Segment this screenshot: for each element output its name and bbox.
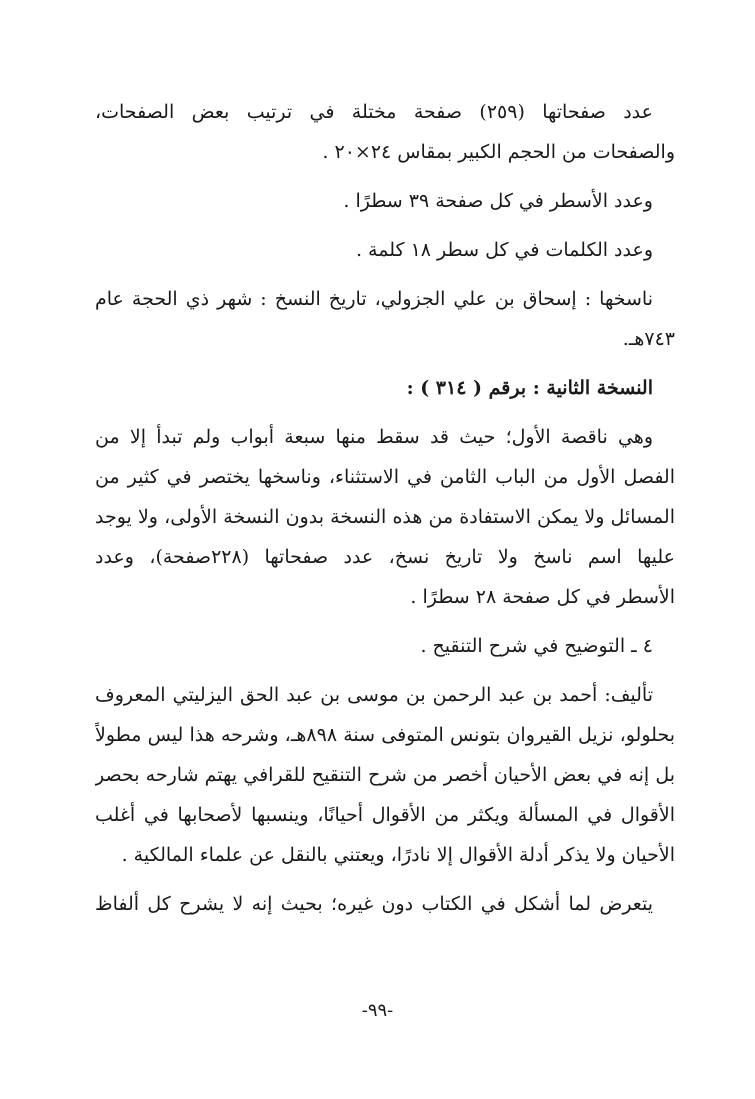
text-line: الأحيان ولا يذكر أدلة الأقوال إلا نادرًا، ويعتني بالنقل عن علماء المالكية . bbox=[121, 844, 675, 866]
section-heading: النسخة الثانية : برقم ( ٣١٤ ) : bbox=[406, 377, 653, 399]
text-line: يتعرض لما أشكل في الكتاب دون غيره؛ بحيث إنه لا يشرح كل ألفاظ bbox=[95, 893, 653, 915]
page-body bbox=[95, 92, 675, 924]
text-line: وهي ناقصة الأول؛ حيث قد سقط منها سبعة أبواب ولم تبدأ إلا من bbox=[95, 426, 653, 448]
text-line: الفصل الأول من الباب الثامن في الاستثناء، وناسخها يختصر في كثير من bbox=[95, 466, 675, 488]
text-line: وعدد الكلمات في كل سطر ١٨ كلمة . bbox=[355, 239, 653, 261]
paragraph-authorship bbox=[95, 675, 675, 875]
paragraph-book-title bbox=[95, 626, 675, 666]
text-line: الأسطر في كل صفحة ٢٨ سطرًا . bbox=[410, 586, 675, 608]
text-line: بحلولو، نزيل القيروان بتونس المتوفى سنة ٨٩٨هـ، وشرحه هذا ليس مطولاً bbox=[95, 724, 675, 746]
text-line: وعدد الأسطر في كل صفحة ٣٩ سطرًا . bbox=[343, 190, 653, 212]
paragraph-pages-count bbox=[95, 92, 675, 172]
text-line: ناسخها : إسحاق بن علي الجزولي، تاريخ النسخ : شهر ذي الحجة عام bbox=[95, 288, 653, 310]
paragraph-lines-count bbox=[95, 181, 675, 221]
paragraph-scope bbox=[95, 884, 675, 924]
text-line: عدد صفحاتها (٢٥٩) صفحة مختلة في ترتيب بعض الصفحات، bbox=[95, 101, 653, 123]
paragraph-copyist bbox=[95, 279, 675, 359]
paragraph-words-count bbox=[95, 230, 675, 270]
text-line: تأليف: أحمد بن عبد الرحمن بن موسى بن عبد الحق اليزليتي المعروف bbox=[95, 684, 653, 706]
text-line: ٤ ـ التوضيح في شرح التنقيح . bbox=[420, 635, 653, 657]
second-copy-heading bbox=[95, 368, 675, 408]
text-line: والصفحات من الحجم الكبير بمقاس ٢٤×٢٠ . bbox=[322, 141, 675, 163]
text-line: الأقوال في المسألة ويكثر من الأقوال أحيانًا، وينسبها لأصحابها في أغلب bbox=[95, 804, 675, 826]
page-number: -٩٩- bbox=[361, 1000, 394, 1021]
text-line: المسائل ولا يمكن الاستفادة من هذه النسخة بدون النسخة الأولى، ولا يوجد bbox=[95, 506, 675, 528]
text-line: بل إنه في بعض الأحيان أخصر من شرح التنقيح للقرافي يهتم شارحه بحصر bbox=[95, 764, 675, 786]
text-line: ٧٤٣هـ. bbox=[622, 328, 675, 350]
text-line: عليها اسم ناسخ ولا تاريخ نسخ، عدد صفحاتها (٢٢٨صفحة)، وعدد bbox=[95, 546, 675, 568]
paragraph-second-copy bbox=[95, 417, 675, 617]
